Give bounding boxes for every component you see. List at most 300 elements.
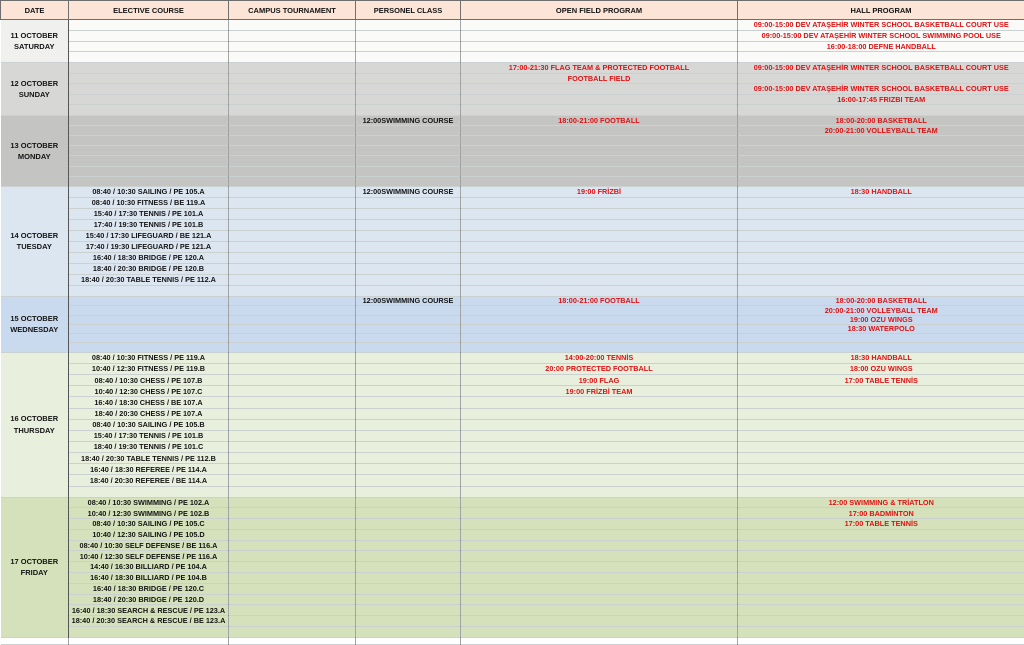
cell-tournament xyxy=(229,430,356,441)
cell-open_field xyxy=(461,583,738,594)
section-friday xyxy=(1,497,1024,637)
date-cell-monday xyxy=(1,115,69,186)
cell-elective: 18:40 / 20:30 CHESS / PE 107.A xyxy=(69,408,229,419)
cell-elective xyxy=(69,324,229,333)
table-row xyxy=(1,126,1024,136)
table-row xyxy=(1,430,1024,441)
cell-tournament xyxy=(229,616,356,627)
cell-open_field xyxy=(461,176,738,186)
cell-personel xyxy=(356,529,461,540)
cell-tournament xyxy=(229,115,356,125)
cell-elective xyxy=(69,156,229,166)
cell-personel xyxy=(356,375,461,386)
cell-hall xyxy=(738,397,1024,408)
table-row xyxy=(1,375,1024,386)
cell-personel: 12:00SWIMMING COURSE xyxy=(356,115,461,125)
cell-elective xyxy=(69,20,229,31)
cell-personel xyxy=(356,562,461,573)
cell-open_field xyxy=(461,551,738,562)
table-row xyxy=(1,519,1024,530)
cell-hall xyxy=(738,441,1024,452)
cell-personel xyxy=(356,315,461,324)
cell-hall: 17:00 BADMİNTON xyxy=(738,508,1024,519)
cell-tournament xyxy=(229,375,356,386)
cell-open_field xyxy=(461,156,738,166)
table-row xyxy=(1,20,1024,31)
cell-elective xyxy=(69,73,229,84)
cell-open_field: FOOTBALL FIELD xyxy=(461,73,738,84)
cell-personel xyxy=(356,126,461,136)
table-row xyxy=(1,583,1024,594)
column-header-open-field-program: OPEN FIELD PROGRAM xyxy=(461,1,738,20)
cell-personel xyxy=(356,63,461,74)
cell-tournament xyxy=(229,343,356,352)
cell-personel xyxy=(356,241,461,252)
cell-open_field xyxy=(461,605,738,616)
cell-open_field xyxy=(461,241,738,252)
cell-open_field: 19:00 FLAG xyxy=(461,375,738,386)
cell-tournament xyxy=(229,519,356,530)
cell-hall xyxy=(738,73,1024,84)
cell-elective xyxy=(69,30,229,41)
cell-tournament xyxy=(229,408,356,419)
cell-personel xyxy=(356,252,461,263)
section-thursday xyxy=(1,352,1024,497)
cell-tournament xyxy=(229,475,356,486)
date-cell-friday xyxy=(1,497,69,637)
cell-hall xyxy=(738,263,1024,274)
cell-open_field xyxy=(461,146,738,156)
cell-hall xyxy=(738,616,1024,627)
cell-personel xyxy=(356,285,461,296)
cell-hall xyxy=(738,285,1024,296)
table-row xyxy=(1,63,1024,74)
table-row xyxy=(1,219,1024,230)
cell-open_field xyxy=(461,441,738,452)
cell-hall: 16:00-18:00 DEFNE HANDBALL xyxy=(738,41,1024,52)
cell-personel xyxy=(356,219,461,230)
cell-open_field xyxy=(461,285,738,296)
cell-open_field xyxy=(461,263,738,274)
cell-tournament xyxy=(229,594,356,605)
cell-open_field xyxy=(461,529,738,540)
date-line1: 16 OCTOBER xyxy=(1,413,69,424)
cell-open_field xyxy=(461,20,738,31)
cell-tournament xyxy=(229,386,356,397)
cell-elective: 08:40 / 10:30 SELF DEFENSE / BE 116.A xyxy=(69,540,229,551)
table-row xyxy=(1,540,1024,551)
cell-personel xyxy=(356,363,461,374)
table-row xyxy=(1,594,1024,605)
cell-open_field xyxy=(461,166,738,176)
table-row xyxy=(1,274,1024,285)
cell-personel xyxy=(356,73,461,84)
date-line2: SUNDAY xyxy=(1,89,69,100)
cell-hall xyxy=(738,52,1024,63)
table-row xyxy=(1,296,1024,305)
table-row xyxy=(1,352,1024,363)
cell-personel xyxy=(356,306,461,315)
cell-personel xyxy=(356,166,461,176)
cell-tournament xyxy=(229,352,356,363)
cell-elective: 15:40 / 17:30 TENNIS / PE 101.A xyxy=(69,208,229,219)
cell-open_field xyxy=(461,197,738,208)
cell-hall xyxy=(738,241,1024,252)
date-cell-saturday xyxy=(1,20,69,63)
cell-elective: 16:40 / 18:30 REFEREE / PE 114.A xyxy=(69,464,229,475)
cell-tournament xyxy=(229,551,356,562)
cell-open_field xyxy=(461,230,738,241)
cell-personel xyxy=(356,324,461,333)
cell-elective: 18:40 / 20:30 TABLE TENNIS / PE 112.B xyxy=(69,453,229,464)
cell-personel xyxy=(356,274,461,285)
cell-empty xyxy=(1,637,69,644)
table-row xyxy=(1,136,1024,146)
section-wednesday xyxy=(1,296,1024,352)
cell-elective: 16:40 / 18:30 BRIDGE / PE 120.A xyxy=(69,252,229,263)
cell-personel xyxy=(356,197,461,208)
table-row xyxy=(1,508,1024,519)
cell-empty xyxy=(738,637,1024,644)
table-row xyxy=(1,551,1024,562)
cell-elective: 17:40 / 19:30 TENNIS / PE 101.B xyxy=(69,219,229,230)
cell-hall: 16:00-17:45 FRIZBI TEAM xyxy=(738,94,1024,105)
cell-tournament xyxy=(229,419,356,430)
table-row xyxy=(1,41,1024,52)
date-line1: 12 OCTOBER xyxy=(1,78,69,89)
cell-open_field xyxy=(461,453,738,464)
cell-hall xyxy=(738,386,1024,397)
cell-hall xyxy=(738,430,1024,441)
cell-open_field xyxy=(461,126,738,136)
table-row xyxy=(1,166,1024,176)
cell-elective xyxy=(69,94,229,105)
cell-hall: 12:00 SWIMMING & TRİATLON xyxy=(738,497,1024,508)
cell-elective: 08:40 / 10:30 FITNESS / BE 119.A xyxy=(69,197,229,208)
cell-open_field xyxy=(461,497,738,508)
cell-hall xyxy=(738,197,1024,208)
cell-elective: 10:40 / 12:30 CHESS / PE 107.C xyxy=(69,386,229,397)
cell-open_field xyxy=(461,419,738,430)
cell-tournament xyxy=(229,464,356,475)
cell-elective xyxy=(69,84,229,95)
cell-tournament xyxy=(229,497,356,508)
cell-hall xyxy=(738,562,1024,573)
table-row xyxy=(1,115,1024,125)
cell-elective: 10:40 / 12:30 FITNESS / PE 119.B xyxy=(69,363,229,374)
date-line1: 15 OCTOBER xyxy=(1,313,69,324)
cell-elective xyxy=(69,626,229,637)
cell-personel xyxy=(356,605,461,616)
cell-hall: 17:00 TABLE TENNİS xyxy=(738,375,1024,386)
cell-open_field: 19:00 FRİZBİ xyxy=(461,186,738,197)
cell-personel xyxy=(356,230,461,241)
footer-partial-row xyxy=(1,637,1024,644)
cell-open_field xyxy=(461,252,738,263)
cell-hall xyxy=(738,419,1024,430)
cell-open_field xyxy=(461,508,738,519)
cell-open_field: 19:00 FRİZBİ TEAM xyxy=(461,386,738,397)
cell-tournament xyxy=(229,306,356,315)
cell-hall xyxy=(738,583,1024,594)
cell-tournament xyxy=(229,315,356,324)
table-row xyxy=(1,343,1024,352)
cell-tournament xyxy=(229,176,356,186)
table-row xyxy=(1,334,1024,343)
cell-hall xyxy=(738,176,1024,186)
cell-tournament xyxy=(229,397,356,408)
cell-personel xyxy=(356,208,461,219)
cell-open_field xyxy=(461,136,738,146)
cell-elective xyxy=(69,296,229,305)
cell-hall xyxy=(738,605,1024,616)
cell-hall xyxy=(738,156,1024,166)
cell-tournament xyxy=(229,136,356,146)
column-header-hall-program: HALL PROGRAM xyxy=(738,1,1024,20)
date-line2: FRIDAY xyxy=(1,567,69,578)
table-row xyxy=(1,497,1024,508)
cell-elective: 16:40 / 18:30 SEARCH & RESCUE / PE 123.A xyxy=(69,605,229,616)
table-row xyxy=(1,626,1024,637)
cell-empty xyxy=(229,637,356,644)
cell-personel xyxy=(356,20,461,31)
table-row xyxy=(1,386,1024,397)
cell-elective: 15:40 / 17:30 LIFEGUARD / BE 121.A xyxy=(69,230,229,241)
table-row xyxy=(1,408,1024,419)
cell-elective: 14:40 / 16:30 BILLIARD / PE 104.A xyxy=(69,562,229,573)
cell-elective: 18:40 / 20:30 SEARCH & RESCUE / BE 123.A xyxy=(69,616,229,627)
cell-tournament xyxy=(229,94,356,105)
cell-tournament xyxy=(229,30,356,41)
table-row xyxy=(1,529,1024,540)
cell-personel xyxy=(356,464,461,475)
cell-hall xyxy=(738,274,1024,285)
table-row xyxy=(1,30,1024,41)
cell-hall xyxy=(738,529,1024,540)
cell-open_field xyxy=(461,343,738,352)
cell-tournament xyxy=(229,324,356,333)
table-row xyxy=(1,464,1024,475)
cell-elective xyxy=(69,343,229,352)
cell-open_field xyxy=(461,464,738,475)
cell-personel: 12:00SWIMMING COURSE xyxy=(356,186,461,197)
cell-elective xyxy=(69,105,229,116)
cell-hall: 09:00-15:00 DEV ATAŞEHİR WINTER SCHOOL SWIMMING POOL USE xyxy=(738,30,1024,41)
date-line1: 17 OCTOBER xyxy=(1,556,69,567)
table-row xyxy=(1,230,1024,241)
cell-elective xyxy=(69,486,229,497)
date-line2: SATURDAY xyxy=(1,41,69,52)
cell-personel xyxy=(356,84,461,95)
table-row xyxy=(1,324,1024,333)
cell-tournament xyxy=(229,73,356,84)
cell-open_field xyxy=(461,616,738,627)
cell-hall xyxy=(738,551,1024,562)
cell-hall: 09:00-15:00 DEV ATAŞEHİR WINTER SCHOOL BASKETBALL COURT USE xyxy=(738,84,1024,95)
header-row xyxy=(1,1,1024,20)
cell-tournament xyxy=(229,230,356,241)
cell-hall: 17:00 TABLE TENNİS xyxy=(738,519,1024,530)
cell-empty xyxy=(461,637,738,644)
cell-hall xyxy=(738,408,1024,419)
cell-elective: 18:40 / 20:30 BRIDGE / PE 120.B xyxy=(69,263,229,274)
cell-tournament xyxy=(229,197,356,208)
cell-personel xyxy=(356,94,461,105)
cell-personel xyxy=(356,519,461,530)
cell-tournament xyxy=(229,583,356,594)
section-sunday xyxy=(1,63,1024,116)
cell-tournament xyxy=(229,146,356,156)
cell-elective xyxy=(69,52,229,63)
cell-personel xyxy=(356,386,461,397)
cell-open_field xyxy=(461,540,738,551)
cell-personel: 12:00SWIMMING COURSE xyxy=(356,296,461,305)
cell-elective: 08:40 / 10:30 SWIMMING / PE 102.A xyxy=(69,497,229,508)
cell-hall: 18:30 WATERPOLO xyxy=(738,324,1024,333)
date-cell-wednesday xyxy=(1,296,69,352)
cell-personel xyxy=(356,486,461,497)
cell-hall xyxy=(738,464,1024,475)
cell-tournament xyxy=(229,63,356,74)
cell-elective: 10:40 / 12:30 SAILING / PE 105.D xyxy=(69,529,229,540)
cell-elective xyxy=(69,136,229,146)
table-row xyxy=(1,637,1024,644)
cell-open_field xyxy=(461,41,738,52)
cell-tournament xyxy=(229,573,356,584)
cell-elective xyxy=(69,146,229,156)
cell-empty xyxy=(69,637,229,644)
cell-elective: 16:40 / 18:30 CHESS / BE 107.A xyxy=(69,397,229,408)
section-saturday xyxy=(1,20,1024,63)
cell-open_field xyxy=(461,626,738,637)
date-line1: 11 OCTOBER xyxy=(1,30,69,41)
date-cell-sunday xyxy=(1,63,69,116)
cell-hall xyxy=(738,166,1024,176)
cell-personel xyxy=(356,136,461,146)
section-monday xyxy=(1,115,1024,186)
cell-hall xyxy=(738,252,1024,263)
cell-hall: 09:00-15:00 DEV ATAŞEHİR WINTER SCHOOL BASKETBALL COURT USE xyxy=(738,20,1024,31)
table-row xyxy=(1,486,1024,497)
cell-hall: 18:00-20:00 BASKETBALL xyxy=(738,296,1024,305)
cell-elective: 18:40 / 20:30 BRIDGE / PE 120.D xyxy=(69,594,229,605)
cell-hall: 19:00 OZU WINGS xyxy=(738,315,1024,324)
cell-tournament xyxy=(229,52,356,63)
cell-open_field: 20:00 PROTECTED FOOTBALL xyxy=(461,363,738,374)
cell-tournament xyxy=(229,126,356,136)
cell-personel xyxy=(356,408,461,419)
column-header-date: DATE xyxy=(1,1,69,20)
cell-hall: 18:30 HANDBALL xyxy=(738,352,1024,363)
cell-tournament xyxy=(229,363,356,374)
table-row xyxy=(1,146,1024,156)
cell-hall xyxy=(738,475,1024,486)
cell-tournament xyxy=(229,626,356,637)
cell-hall xyxy=(738,146,1024,156)
cell-tournament xyxy=(229,241,356,252)
cell-elective xyxy=(69,41,229,52)
table-row xyxy=(1,419,1024,430)
cell-personel xyxy=(356,453,461,464)
table-row xyxy=(1,94,1024,105)
cell-personel xyxy=(356,583,461,594)
cell-personel xyxy=(356,52,461,63)
cell-tournament xyxy=(229,441,356,452)
table-row xyxy=(1,208,1024,219)
table-row xyxy=(1,605,1024,616)
table-row xyxy=(1,616,1024,627)
cell-tournament xyxy=(229,453,356,464)
cell-hall: 18:30 HANDBALL xyxy=(738,186,1024,197)
table-row xyxy=(1,84,1024,95)
cell-personel xyxy=(356,441,461,452)
cell-open_field xyxy=(461,306,738,315)
cell-open_field xyxy=(461,594,738,605)
cell-tournament xyxy=(229,486,356,497)
cell-tournament xyxy=(229,540,356,551)
cell-hall xyxy=(738,334,1024,343)
cell-hall: 20:00-21:00 VOLLEYBALL TEAM xyxy=(738,306,1024,315)
cell-personel xyxy=(356,497,461,508)
cell-open_field xyxy=(461,408,738,419)
cell-personel xyxy=(356,105,461,116)
cell-elective xyxy=(69,315,229,324)
cell-elective: 08:40 / 10:30 CHESS / PE 107.B xyxy=(69,375,229,386)
cell-hall: 09:00-15:00 DEV ATAŞEHİR WINTER SCHOOL BASKETBALL COURT USE xyxy=(738,63,1024,74)
table-row xyxy=(1,306,1024,315)
date-cell-tuesday xyxy=(1,186,69,296)
cell-elective xyxy=(69,334,229,343)
cell-open_field: 14:00-20:00 TENNİS xyxy=(461,352,738,363)
date-line1: 13 OCTOBER xyxy=(1,140,69,151)
table-row xyxy=(1,176,1024,186)
cell-personel xyxy=(356,156,461,166)
cell-open_field: 17:00-21:30 FLAG TEAM & PROTECTED FOOTBALL xyxy=(461,63,738,74)
table-row xyxy=(1,263,1024,274)
cell-tournament xyxy=(229,285,356,296)
cell-elective: 17:40 / 19:30 LIFEGUARD / PE 121.A xyxy=(69,241,229,252)
cell-elective: 16:40 / 18:30 BILLIARD / PE 104.B xyxy=(69,573,229,584)
cell-tournament xyxy=(229,508,356,519)
cell-hall: 20:00-21:00 VOLLEYBALL TEAM xyxy=(738,126,1024,136)
cell-open_field xyxy=(461,219,738,230)
date-line2: WEDNESDAY xyxy=(1,324,69,335)
cell-hall xyxy=(738,208,1024,219)
cell-personel xyxy=(356,616,461,627)
cell-tournament xyxy=(229,156,356,166)
cell-tournament xyxy=(229,252,356,263)
cell-elective: 18:40 / 20:30 TABLE TENNIS / PE 112.A xyxy=(69,274,229,285)
cell-tournament xyxy=(229,605,356,616)
cell-personel xyxy=(356,397,461,408)
cell-personel xyxy=(356,352,461,363)
cell-elective: 08:40 / 10:30 SAILING / PE 105.B xyxy=(69,419,229,430)
cell-open_field: 18:00-21:00 FOOTBALL xyxy=(461,296,738,305)
cell-personel xyxy=(356,30,461,41)
cell-open_field xyxy=(461,30,738,41)
cell-open_field xyxy=(461,84,738,95)
cell-hall xyxy=(738,594,1024,605)
column-header-elective-course: ELECTIVE COURSE xyxy=(69,1,229,20)
cell-elective: 15:40 / 17:30 TENNIS / PE 101.B xyxy=(69,430,229,441)
table-row xyxy=(1,52,1024,63)
cell-tournament xyxy=(229,186,356,197)
cell-open_field xyxy=(461,52,738,63)
table-row xyxy=(1,453,1024,464)
cell-personel xyxy=(356,419,461,430)
cell-hall xyxy=(738,626,1024,637)
cell-elective xyxy=(69,126,229,136)
